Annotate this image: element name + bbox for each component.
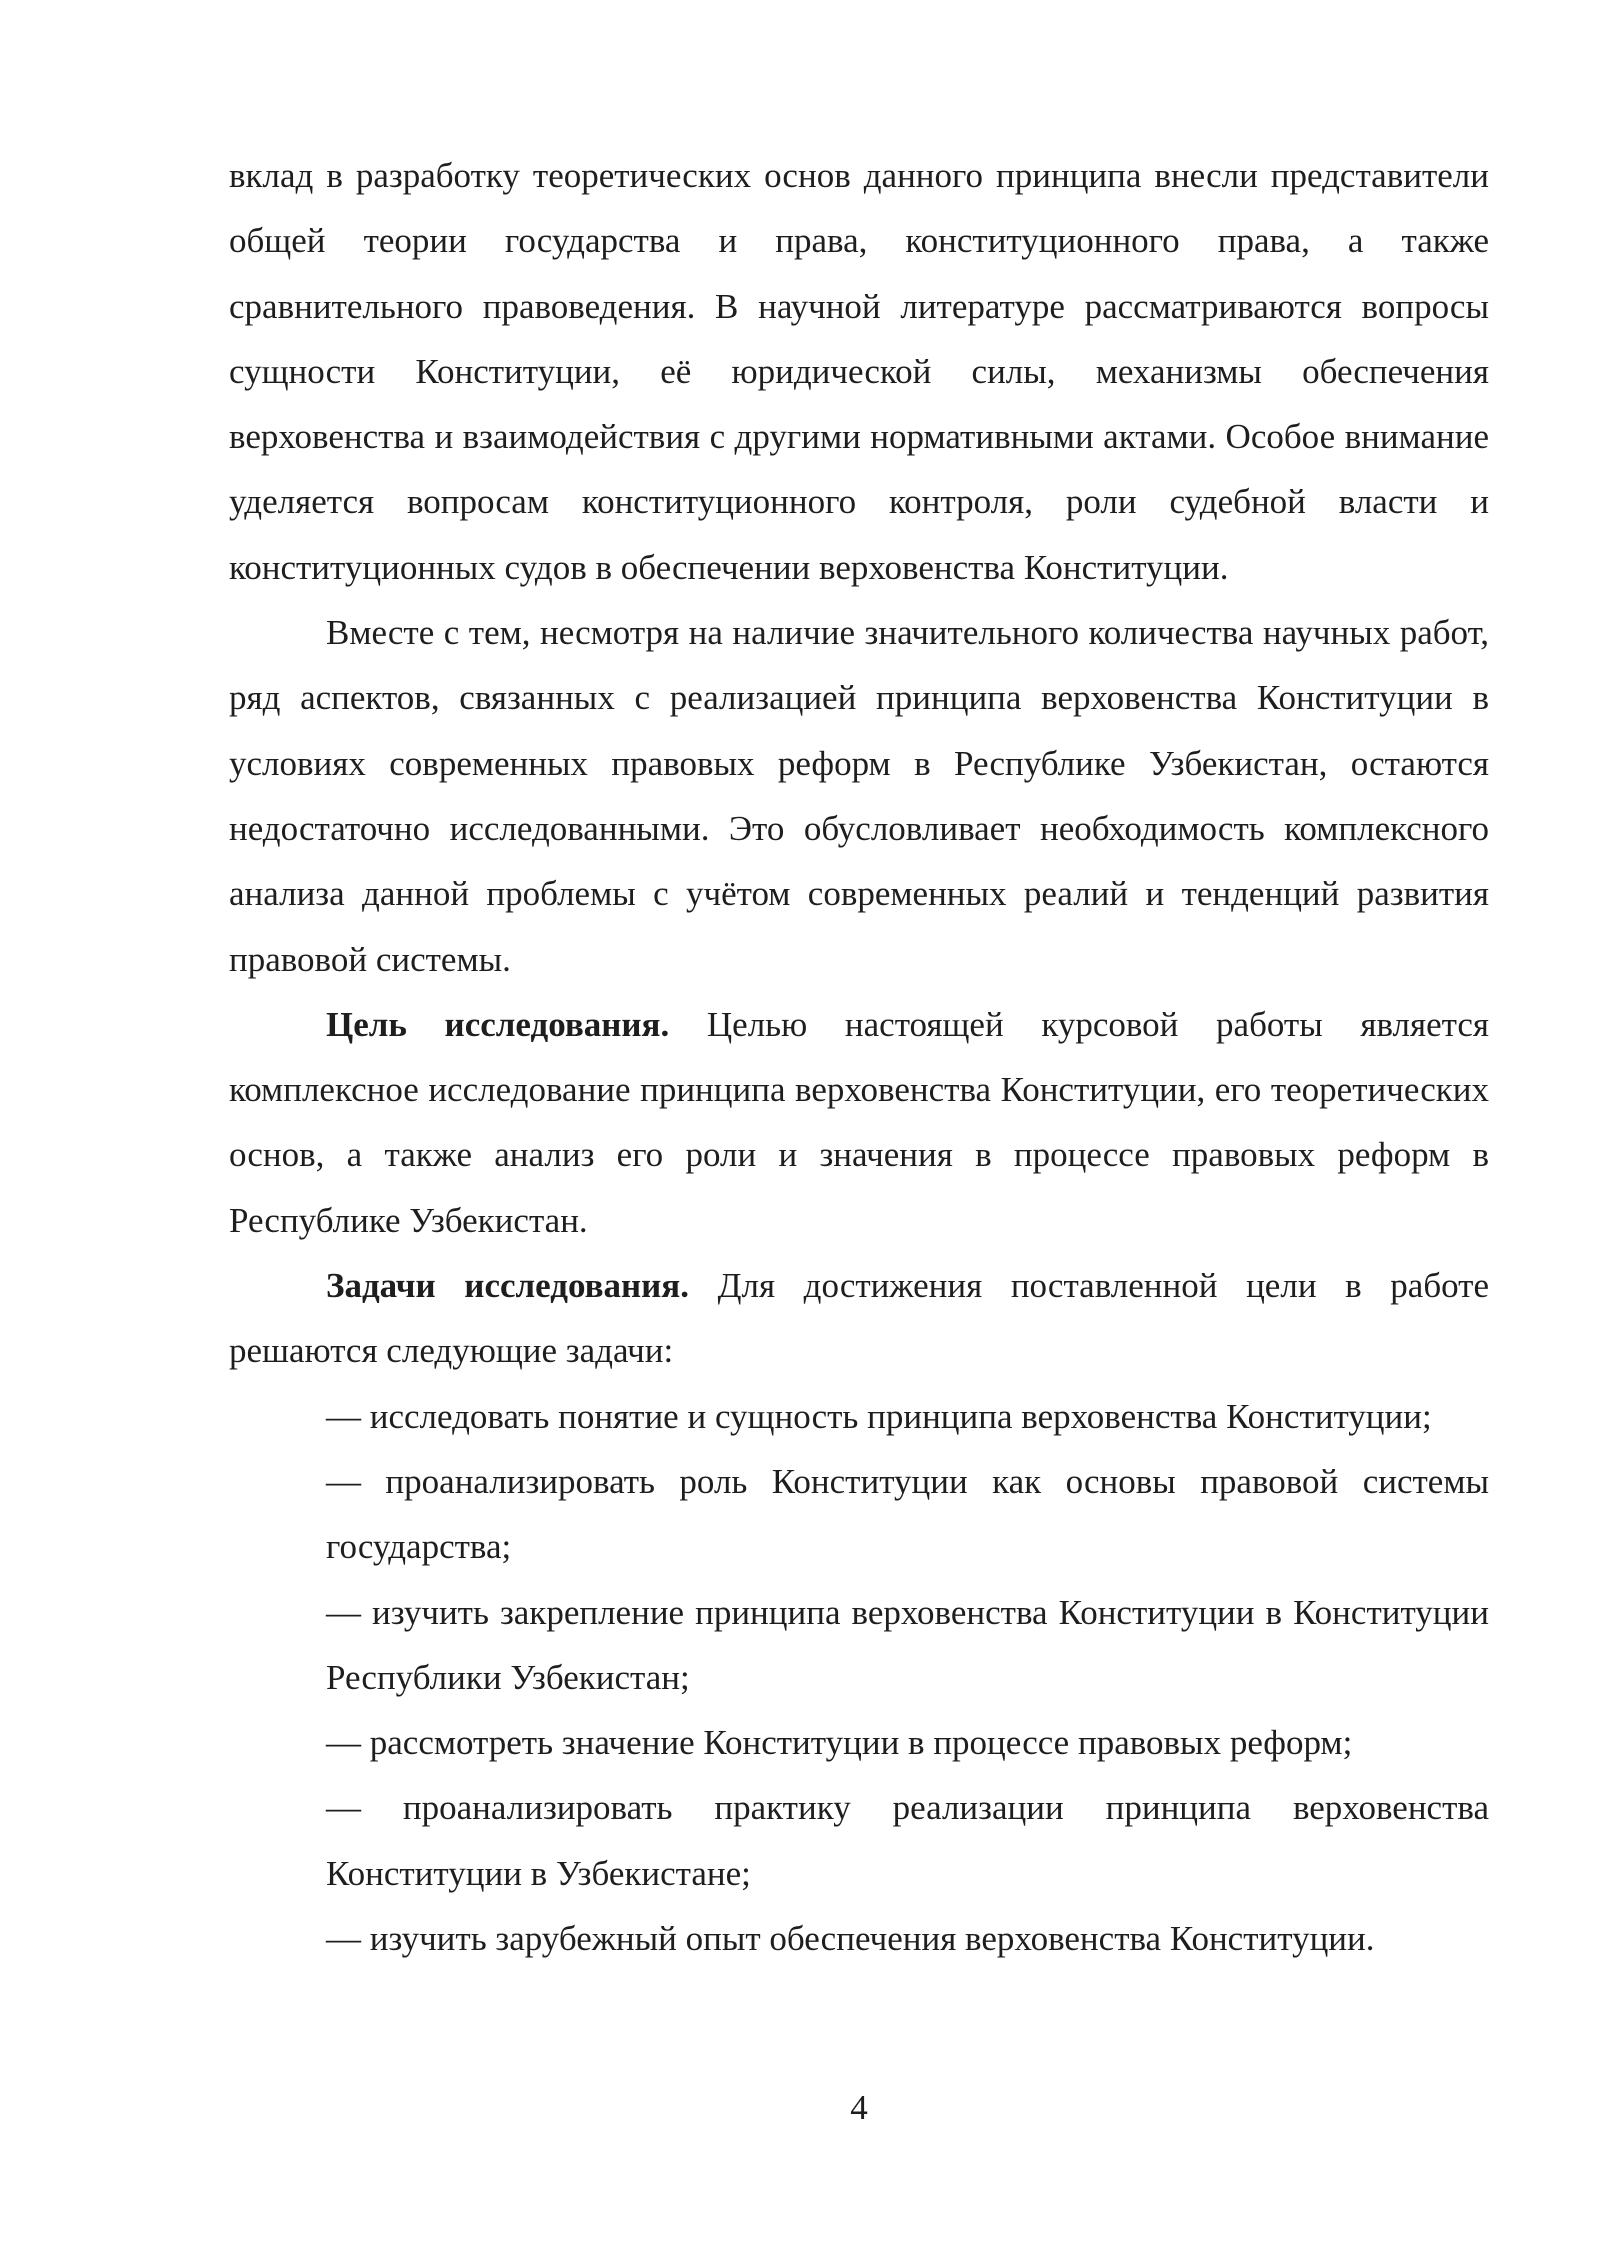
list-item: — исследовать понятие и сущность принципа верховенства Конституции; [326, 1396, 1432, 1436]
page-number: 4 [850, 2088, 868, 2127]
list-item: — проанализировать роль Конституции как основы правовой системы государства; [326, 1461, 1489, 1567]
body-text [229, 143, 1489, 1971]
list-item: — изучить зарубежный опыт обеспечения верховенства Конституции. [326, 1919, 1375, 1959]
list-item: — проанализировать практику реализации принципа верховенства Конституции в Узбекистане; [326, 1788, 1489, 1893]
research-goal-text: Целью настоящей курсовой работы является комплексное исследование принципа верховенства Конституции, его теоретических основ, а также анализ его роли и значения в процессе правовых реформ в Республике Узбекистан. [229, 1004, 1489, 1240]
list-item: — рассмотреть значение Конституции в процессе правовых реформ; [326, 1723, 1353, 1763]
research-tasks-heading: Задачи исследования. [326, 1266, 689, 1306]
paragraph-research-goal [229, 992, 1489, 1253]
research-goal-heading: Цель исследования. [326, 1004, 670, 1044]
paragraph-literature-review: вклад в разработку теоретических основ данного принципа внесли представители общей теории государства и права, конституционного права, а также сравнительного правоведения. В научной литературе рассматриваются вопросы сущности Конституции, её юридической силы, механизмы обеспечения верховенства и взаимодействия с другими нормативными актами. Особое внимание уделяется вопросам конституционного контроля, роли судебной власти и конституционных судов в обеспечении верховенства Конституции. [229, 156, 1489, 587]
task-list [229, 1384, 1489, 1972]
list-item: — изучить закрепление принципа верховенства Конституции в Конституции Республики Узбекистан; [326, 1592, 1489, 1697]
paragraph-research-tasks [229, 1253, 1489, 1384]
research-tasks-text: Для достижения поставленной цели в работе решаются следующие задачи: [229, 1266, 1489, 1371]
paragraph-research-gap: Вместе с тем, несмотря на наличие значительного количества научных работ, ряд аспектов, связанных с реализацией принципа верховенства Конституции в условиях современных правовых реформ в Республике Узбекистан, остаются недостаточно исследованными. Это обусловливает необходимость комплексного анализа данной проблемы с учётом современных реалий и тенденций развития правовой системы. [229, 613, 1489, 979]
